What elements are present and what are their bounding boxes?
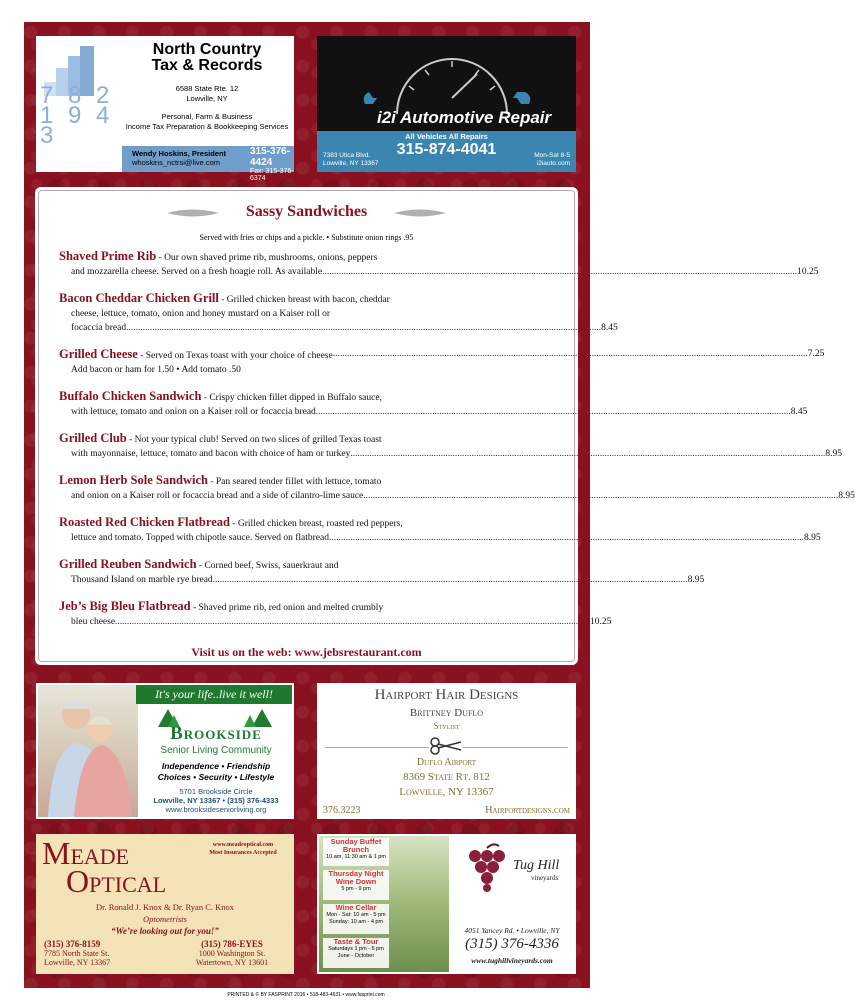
insurance-note: Most Insurances Accepted: [209, 850, 277, 856]
menu-item-description: - Served on Texas toast with your choice of cheese: [140, 351, 333, 361]
menu-item: [59, 515, 821, 545]
menu-item-line: [59, 473, 556, 489]
menu-item-price: 8.95: [838, 491, 855, 501]
stylist-name: Brittney Duflo: [409, 707, 484, 719]
menu-item-last-line: [59, 321, 618, 335]
menu-item-name: Bacon Cheddar Chicken Grill: [59, 291, 219, 305]
menu-item-name: Shaved Prime Rib: [59, 249, 157, 263]
event-time: 10 am, 11:30 am & 1 pm: [326, 854, 386, 860]
scissors-icon: [429, 736, 463, 756]
event-time: Mon - Sat: 10 am - 5 pm Sunday: 10 am - 4 pm: [326, 912, 386, 925]
menu-item-price: 8.45: [790, 407, 808, 417]
menu-item-name: Roasted Red Chicken Flatbread: [59, 515, 230, 529]
street: 8369 State Rt. 812: [403, 771, 490, 783]
menu-item-description: and onion on a Kaiser roll or focaccia bread and a side of cilantro-lime sauce: [71, 491, 364, 501]
contact-name: Wendy Hoskins, President: [132, 149, 227, 158]
menu-item-description: - Corned beef, Swiss, sauerkraut and: [198, 561, 339, 571]
salon-name: Hairport Hair Designs: [374, 687, 519, 703]
dot-leader: ........................................................................................................................................................................................................: [328, 533, 804, 543]
menu-item: [59, 389, 808, 419]
menu-item-price: 7.25: [807, 349, 825, 359]
service-line2: Income Tax Preparation & Bookkeeping Services: [125, 122, 289, 131]
menu-item-last-line: [59, 405, 808, 419]
doctor-title: Optometrists: [143, 914, 187, 924]
values-line1: Independence • Friendship: [161, 761, 271, 771]
event-title: Wine Cellar: [335, 903, 377, 912]
ad-north-country[interactable]: [36, 36, 294, 182]
menu-item-description: Thousand Island on marble rye bread: [71, 575, 213, 585]
menu-item-description: - Pan seared tender fillet with lettuce, tomato: [210, 477, 382, 487]
menu-item-line: [59, 515, 556, 531]
web: Hairportdesigns.com: [485, 805, 570, 816]
menu-item-last-line: [59, 447, 842, 461]
dot-leader: ........................................................................................................................................................................................................: [315, 407, 791, 417]
brand-subtitle: Senior Living Community: [160, 745, 272, 756]
event-box: [323, 870, 389, 900]
menu-item-description: - Grilled chicken breast with bacon, cheddar: [221, 295, 390, 305]
slogan: “We’re looking out for you!”: [111, 926, 219, 936]
ad-brookside[interactable]: [36, 683, 294, 819]
menu-item-name: Jeb’s Big Bleu Flatbread: [59, 599, 191, 613]
phone: 315-376-4424: [250, 146, 291, 168]
menu-item-price: 8.45: [601, 323, 618, 333]
menu-item-line: [59, 347, 825, 363]
doctors: Dr. Ronald J. Knox & Dr. Ryan C. Knox: [95, 902, 235, 912]
menu-item: [59, 557, 705, 587]
event-time: 5 pm - 9 pm: [341, 886, 371, 892]
menu-item-line: [59, 291, 556, 307]
dot-leader: ........................................................................................................................................................................................................: [350, 449, 826, 459]
dot-leader: ........................................................................................................................................................................................................: [126, 323, 602, 333]
menu-item-line: [59, 249, 556, 265]
dot-leader: ........................................................................................................................................................................................................: [363, 491, 839, 501]
decorative-digits: 7 8 2 1 9 4 3: [40, 82, 112, 149]
menu-item-description: lettuce and tomato. Topped with chipotle sauce. Served on flatbread: [71, 533, 329, 543]
event-title: Taste & Tour: [333, 937, 379, 946]
menu-item-price: 8.95: [825, 449, 842, 459]
event-time: Saturdays 1 pm - 5 pm June - October: [328, 946, 384, 959]
menu-item-extra: Add bacon or ham for 1.50 • Add tomato .50: [71, 365, 241, 375]
stylist-role: Stylist: [433, 721, 460, 731]
dot-leader: ........................................................................................................................................................................................................: [115, 617, 591, 627]
menu-item-description: - Not your typical club! Served on two slices of grilled Texas toast: [129, 435, 382, 445]
menu-item-price: 10.25: [797, 267, 819, 277]
hours-web: Mon-Sat 8-5 i2iauto.com: [534, 152, 570, 167]
contact-info: [132, 149, 226, 167]
city-phone: Lowville, NY 13367 • (315) 376-4333: [153, 796, 279, 805]
ad-tughill-vineyards[interactable]: [317, 834, 576, 974]
ad-meade-optical[interactable]: [36, 834, 294, 974]
menu-item-name: Buffalo Chicken Sandwich: [59, 389, 202, 403]
service-line1: Personal, Farm & Business: [161, 112, 253, 121]
menu-item: [59, 473, 855, 503]
address-line2: Lowville, NY: [186, 94, 228, 103]
menu-item: [59, 431, 842, 461]
menu-panel: [35, 187, 855, 665]
menu-item-description: - Our own shaved prime rib, mushrooms, onions, peppers: [158, 253, 378, 263]
web: www.tughillvineyards.com: [471, 956, 553, 965]
address: 4051 Yancey Rd. • Lowville, NY: [464, 926, 560, 935]
menu-note: Served with fries or chips and a pickle. • Substitute onion rings .95: [199, 233, 414, 242]
menu-item-description: focaccia bread: [71, 323, 127, 333]
lowville-location: (315) 376-8159 7785 North State St. Lowville, NY 13367: [44, 939, 111, 967]
address: 7383 Utica Blvd. Lowville, NY 13367: [323, 152, 379, 167]
event-title: Thursday Night Wine Down: [328, 869, 384, 886]
menu-item-line: [59, 389, 556, 405]
menu-item-description: - Crispy chicken fillet dipped in Buffalo sauce,: [203, 393, 382, 403]
menu-item-line: [59, 307, 556, 321]
menu-item-description: - Shaved prime rib, red onion and melted crumbly: [192, 603, 384, 613]
phone: (315) 376-4336: [465, 936, 559, 952]
couple-photo: [38, 685, 138, 817]
menu-item-description: - Grilled chicken breast, roasted red peppers,: [232, 519, 403, 529]
menu-item-line: [59, 599, 556, 615]
menu-item-name: Grilled Club: [59, 431, 127, 445]
menu-item-price: 10.25: [590, 617, 612, 627]
menu-section-title: Sassy Sandwiches: [245, 203, 368, 220]
grape-cluster-icon: [465, 842, 509, 892]
location-name: Duflo Airport: [416, 757, 477, 768]
event-box: [323, 904, 389, 934]
dot-leader: ........................................................................................................................................................................................................: [212, 575, 688, 585]
business-name: i2i Automotive Repair: [377, 108, 552, 127]
menu-item-description: with mayonnaise, lettuce, tomato and bacon with choice of ham or turkey: [71, 449, 351, 459]
menu-item-last-line: [59, 573, 705, 587]
menu-item-last-line: [59, 531, 821, 545]
menu-item: [59, 249, 819, 279]
ad-i2i-automotive[interactable]: [317, 36, 576, 172]
phone-info: [250, 146, 294, 182]
brand-name: Brookside: [170, 723, 262, 744]
menu-item-description: with lettuce, tomato and onion on a Kaiser roll or focaccia bread: [71, 407, 316, 417]
menu-item-line: [59, 431, 556, 447]
menu-item-name: Grilled Cheese: [59, 347, 138, 361]
dot-leader: ........................................................................................................................................................................................................: [332, 349, 808, 359]
menu-item-price: 8.95: [687, 575, 705, 585]
menu-item-last-line: [59, 615, 612, 629]
tagline: All Vehicles All Repairs: [405, 132, 488, 141]
watertown-location: (315) 786-EYES 1000 Washington St. Watertown, NY 13601: [195, 939, 269, 967]
web: www.meadeoptical.com: [212, 842, 274, 848]
menu-item-line: [59, 557, 556, 573]
contact-email: whoskins_nctrsi@live.com: [132, 158, 221, 167]
menu-item: [59, 291, 618, 335]
menu-item: [59, 347, 825, 377]
menu-item-description: and mozzarella cheese. Served on a fresh hoagie roll. As available: [71, 267, 323, 277]
address-line1: 6588 State Rte. 12: [175, 84, 239, 93]
menu-item-price: 8.95: [803, 533, 821, 543]
menu-item-name: Lemon Herb Sole Sandwich: [59, 473, 208, 487]
menu-item-description: bleu cheese: [71, 617, 116, 627]
brand-sub: vineyards: [531, 874, 559, 882]
brand-name: Tug Hill: [513, 858, 560, 873]
ad-hairport[interactable]: [317, 683, 576, 819]
slogan-band: It's your life..live it well!: [136, 685, 292, 704]
city: Lowville, NY 13367: [399, 786, 494, 798]
menu-item-name: Grilled Reuben Sandwich: [59, 557, 197, 571]
menu-item-last-line: [59, 489, 855, 503]
company-name: North Country Tax & Records: [151, 41, 263, 74]
website-link[interactable]: Visit us on the web: www.jebsrestaurant.com: [191, 645, 422, 659]
menu-item-last-line: [59, 265, 819, 279]
phone: 315-874-4041: [396, 141, 497, 158]
menu-item: [59, 599, 612, 629]
event-box: [323, 838, 389, 866]
dot-leader: ........................................................................................................................................................................................................: [322, 267, 798, 277]
values-line2: Choices • Security • Lifestyle: [157, 772, 275, 782]
web: www.brooksideseniorliving.org: [165, 805, 267, 814]
print-footer: PRINTED & © BY FASPRINT 2016 • 518-483-4631 • www.fasprint.com: [227, 992, 385, 998]
brand-line1: Meade: [42, 835, 130, 871]
fax: Fax: 315-376-6374: [250, 168, 294, 182]
event-title: Sunday Buffet Brunch: [330, 837, 382, 854]
couple-illustration: [38, 685, 138, 817]
phone: 376.3223: [323, 805, 361, 816]
event-box: [323, 938, 389, 968]
address: 5701 Brookside Circle: [179, 787, 253, 796]
menu-item-description: cheese, lettuce, tomato, onion and honey mustard on a Kaiser roll or: [71, 309, 331, 319]
brand-line2: Optical: [66, 863, 167, 899]
